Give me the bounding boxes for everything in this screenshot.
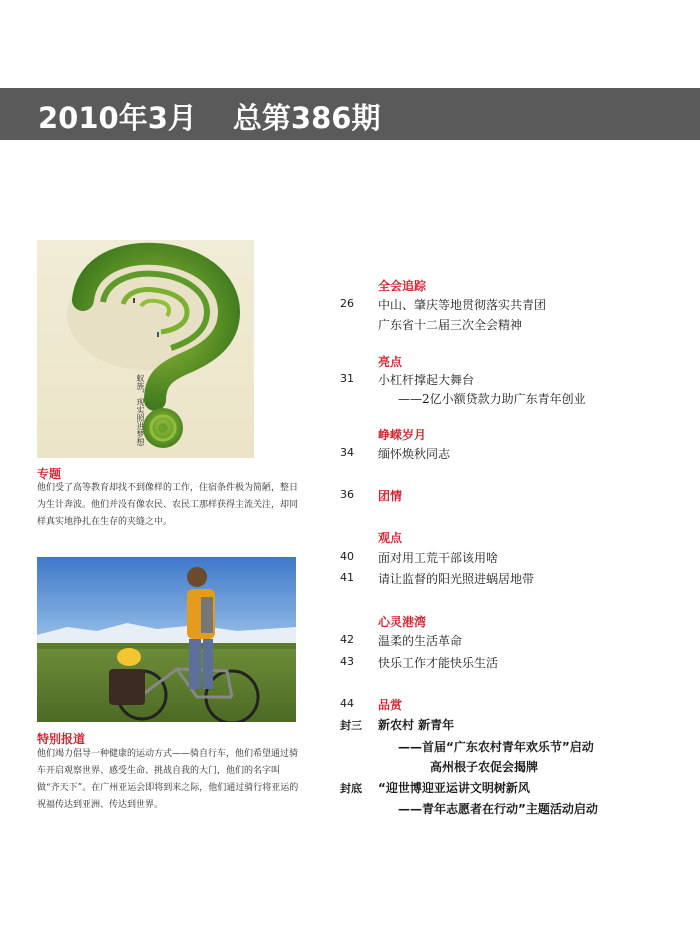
toc-page-number: 44 (340, 697, 354, 710)
toc-page-number: 43 (340, 655, 354, 668)
toc-entry: 小杠杆撑起大舞台 (378, 373, 475, 387)
toc-entry: ——首届“广东农村青年欢乐节”启动 (398, 740, 594, 754)
image-caption-vertical: 蚁族，现实照进梦想 (136, 374, 145, 446)
toc-entry: 高州根子农促会揭牌 (430, 760, 539, 774)
toc-page-number: 封三 (340, 719, 362, 732)
toc-section-title: 团情 (378, 489, 403, 503)
toc-page-number: 31 (340, 372, 354, 385)
toc-section-title: 心灵港湾 (378, 615, 427, 629)
toc-page-number: 34 (340, 446, 354, 459)
special-report-description: 他们竭力倡导一种健康的运动方式——骑自行车，他们希望通过骑车开启观察世界、感受生命、挑战自我的大门，他们的名字叫做“齐天下”。在广州亚运会即将到来之际，他们通过骑行将亚运的祝福传达到亚洲、传达到世界。 (37, 749, 299, 810)
special-report-title: 特别报道 (37, 732, 86, 746)
issue-title (38, 96, 380, 137)
toc-entry: ——青年志愿者在行动”主题活动启动 (398, 802, 598, 816)
toc-entry: 请让监督的阳光照进蜗居地带 (378, 572, 535, 586)
toc-entry: 温柔的生活革命 (378, 634, 463, 648)
toc-entry: 新农村 新青年 (378, 718, 455, 732)
toc-entry: 中山、肇庆等地贯彻落实共青团 (378, 298, 547, 312)
cyclist-photo (37, 557, 296, 722)
toc-page-number: 42 (340, 633, 354, 646)
toc-page-number: 封底 (340, 782, 362, 795)
toc-entry: 快乐工作才能快乐生活 (378, 656, 499, 670)
cyclist-illustration (37, 557, 296, 722)
issue-date: 2010年3月 (38, 101, 197, 135)
issue-number: 总第386期 (232, 101, 381, 135)
toc-page-number: 40 (340, 550, 354, 563)
feature-description: 他们受了高等教育却找不到像样的工作，住宿条件极为简陋，整日为生计奔波。他们并没有像农民、农民工那样获得主流关注，却同样真实地挣扎在生存的夹缝之中。 (37, 483, 299, 527)
toc-section-title: 全会追踪 (378, 279, 427, 293)
toc-section-title: 峥嵘岁月 (378, 428, 427, 442)
toc-page-number: 41 (340, 571, 354, 584)
toc-section-title: 品赏 (378, 698, 403, 712)
toc-section-title: 亮点 (378, 355, 403, 369)
toc-entry: 广东省十二届三次全会精神 (378, 318, 523, 332)
feature-section-title: 专题 (37, 467, 62, 481)
toc-page-number: 26 (340, 297, 354, 310)
toc-section-title: 观点 (378, 531, 403, 545)
maze-question-mark-image (37, 240, 254, 458)
toc-entry: ——2亿小额贷款力助广东青年创业 (398, 392, 586, 406)
toc-entry: 面对用工荒干部该用啥 (378, 551, 499, 565)
toc-page-number: 36 (340, 488, 354, 501)
maze-illustration (37, 240, 254, 458)
toc-entry: “迎世博迎亚运讲文明树新风 (378, 781, 530, 795)
toc-entry: 缅怀焕秋同志 (378, 447, 451, 461)
